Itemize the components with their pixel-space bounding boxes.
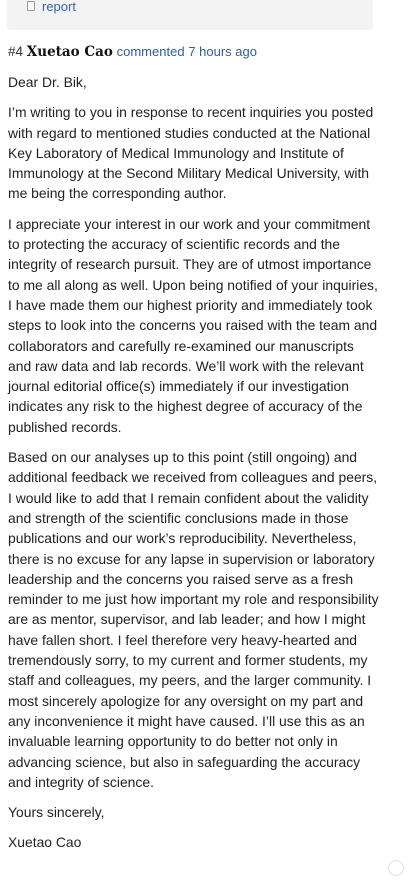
comment-header [8,43,257,61]
comment-paragraph-greeting: Dear Dr. Bik, [8,74,87,90]
comment-paragraph-signature: Xuetao Cao [8,834,82,851]
report-link[interactable]: report [42,0,76,14]
comment-paragraph: Based on our analyses up to this point (still ongoing) and additional feedback we received from colleagues and peers, I would like to add that I remain confident about the validity and strength of the scientific conclusions made in those publications and our work’s reproducibility. Nevertheless, there is no excuse for any lapse in supervision or laboratory leadership and the concerns you raised serve as a fresh reminder to me just how important my role and responsibility are as mentor, supervisor, and lab leader; and how I might have fallen short. I feel therefore very heavy-hearted and tremendously sorry, to my current and former students, my staff and colleagues, my peers, and the larger community. I most sincerely apologize for any oversight on my part and any inconvenience it might have caused. I’ll use this as an invaluable learning opportunity to do better not only in advancing science, but also in safeguarding the accuracy and integrity of science. [8,449,379,790]
comment-paragraph-closing: Yours sincerely, [8,804,105,821]
report-action[interactable] [27,0,76,15]
comment-paragraph: I’m writing to you in response to recent inquiries you posted with regard to mentioned studies conducted at the National Key Laboratory of Medical Immunology and Institute of Immunology at the Second Military Medical University, with me being the corresponding author. [8,104,374,202]
flag-icon [27,1,35,11]
watermark [388,860,404,876]
comment-body [8,72,380,863]
watermark-logo-icon [388,860,404,876]
comment-action: commented [116,44,185,59]
comment-author[interactable]: Xuetao Cao [26,44,113,60]
comment-timestamp[interactable]: 7 hours ago [188,44,257,59]
comment-paragraph: I appreciate your interest in our work and your commitment to protecting the accuracy of scientific records and the integrity of research pursuit. They are of utmost importance to me all along as well. Upon being notified of your inquiries, I have made them our highest priority and immediately took steps to look into the concerns you raised with the team and collaborators and carefully re-examined our manuscripts and raw data and lab records. We’ll work with the relevant journal editorial office(s) immediately if our investigation indicates any risk to the highest degree of accuracy of the published records. [8,215,378,435]
comment-number[interactable]: #4 [8,44,24,59]
